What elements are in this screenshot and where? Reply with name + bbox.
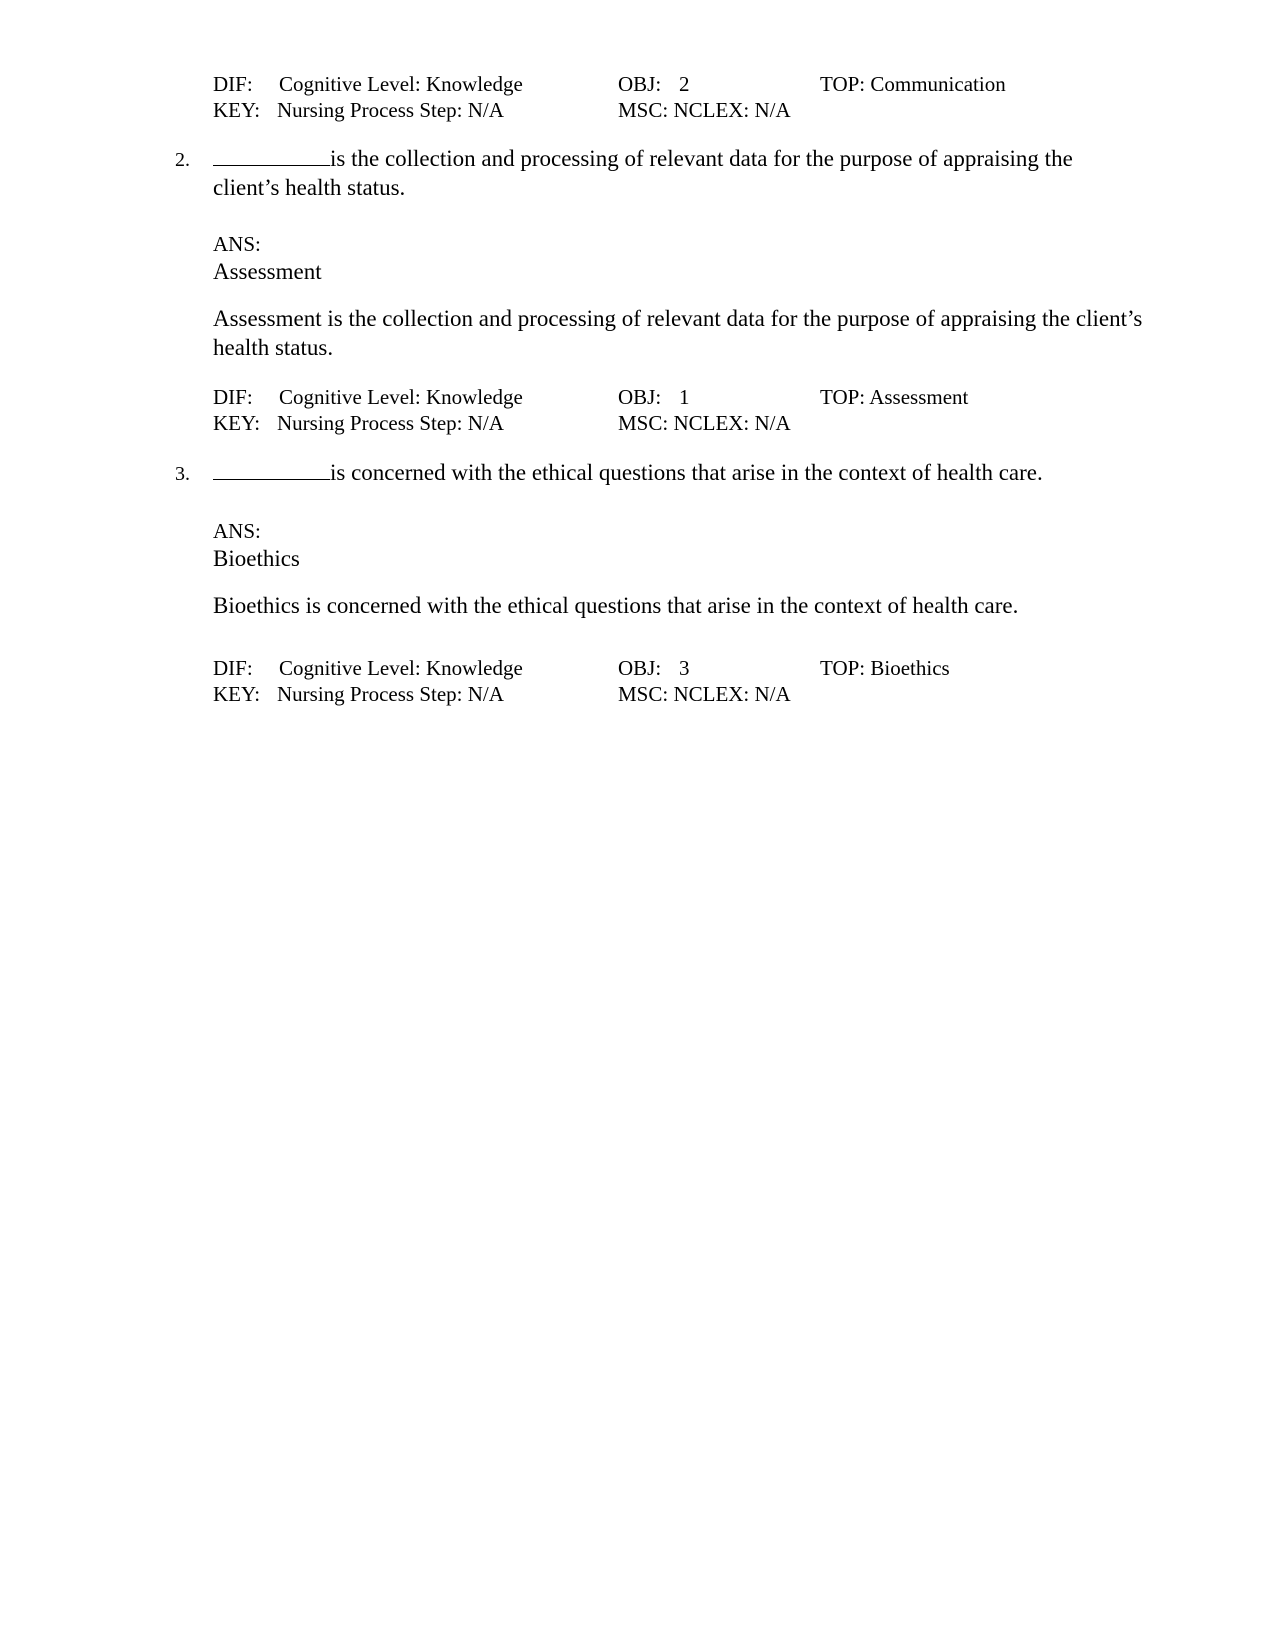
msc: MSC: NCLEX: N/A [618, 682, 791, 706]
key-value: Nursing Process Step: N/A [277, 98, 504, 122]
rationale-text: Assessment is the collection and processing of relevant data for the purpose of appraising the client’s health status. [213, 306, 1143, 360]
obj-value: 1 [679, 385, 690, 409]
dif-label: DIF: [213, 656, 253, 680]
obj-value: 2 [679, 72, 690, 96]
key-value: Nursing Process Step: N/A [277, 411, 504, 435]
dif-label: DIF: [213, 72, 253, 96]
meta-row-key [213, 681, 1113, 707]
key-value: Nursing Process Step: N/A [277, 682, 504, 706]
meta-row-dif [213, 71, 1113, 97]
question-2-metadata [213, 384, 1113, 436]
msc: MSC: NCLEX: N/A [618, 411, 791, 435]
question-text-container [213, 144, 1135, 202]
question-3-metadata [213, 655, 1113, 707]
question-2 [175, 144, 1135, 202]
dif-label: DIF: [213, 385, 253, 409]
answer-blank [213, 459, 330, 480]
answer-2 [213, 231, 1143, 286]
meta-row-key [213, 97, 1113, 123]
answer-text: Bioethics [213, 546, 300, 571]
obj-label: OBJ: [618, 656, 662, 680]
dif-value: Cognitive Level: Knowledge [279, 72, 523, 96]
question-1-metadata [213, 71, 1113, 123]
rationale-3 [213, 591, 1143, 620]
obj-value: 3 [679, 656, 690, 680]
ans-label: ANS: [213, 519, 261, 543]
dif-value: Cognitive Level: Knowledge [279, 385, 523, 409]
dif-value: Cognitive Level: Knowledge [279, 656, 523, 680]
obj-label: OBJ: [618, 72, 662, 96]
key-label: KEY: [213, 682, 261, 706]
meta-row-dif [213, 384, 1113, 410]
meta-row-key [213, 410, 1113, 436]
topic: TOP: Assessment [820, 385, 969, 409]
topic: TOP: Communication [820, 72, 1006, 96]
answer-blank [213, 145, 330, 166]
msc: MSC: NCLEX: N/A [618, 98, 791, 122]
answer-text: Assessment [213, 259, 322, 284]
key-label: KEY: [213, 411, 261, 435]
topic: TOP: Bioethics [820, 656, 950, 680]
answer-3 [213, 518, 1143, 573]
meta-row-dif [213, 655, 1113, 681]
question-text: is the collection and processing of relevant data for the purpose of appraising the client’s health status. [213, 146, 1073, 200]
ans-label: ANS: [213, 232, 261, 256]
question-text-container [213, 458, 1135, 487]
obj-label: OBJ: [618, 385, 662, 409]
rationale-text: Bioethics is concerned with the ethical questions that arise in the context of health care. [213, 593, 1019, 618]
question-3 [175, 458, 1135, 487]
question-number: 3. [175, 463, 190, 485]
rationale-2 [213, 304, 1143, 362]
question-number: 2. [175, 149, 190, 171]
key-label: KEY: [213, 98, 261, 122]
question-text: is concerned with the ethical questions that arise in the context of health care. [330, 460, 1043, 485]
